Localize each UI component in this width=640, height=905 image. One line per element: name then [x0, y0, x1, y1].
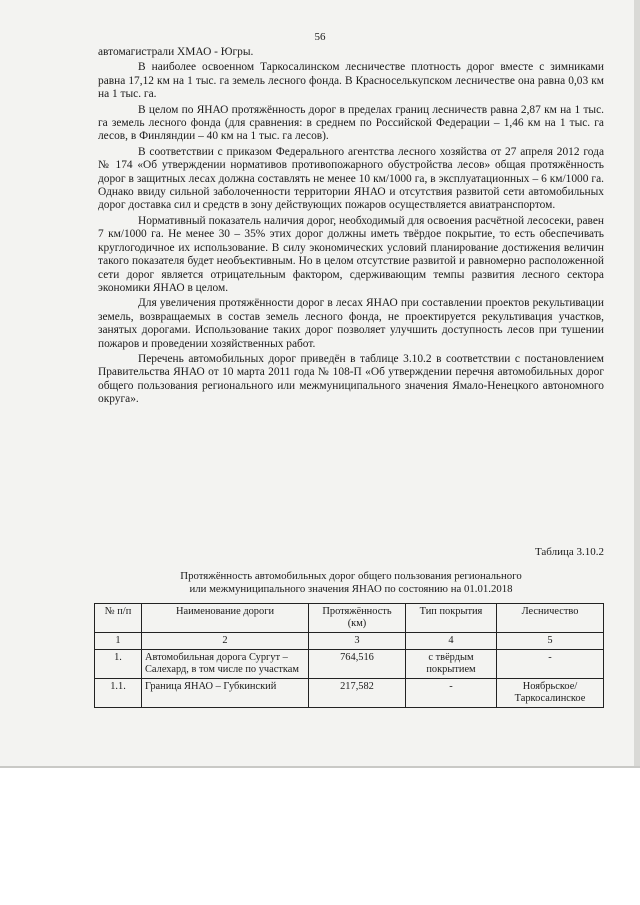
cell-forestry: - [497, 650, 604, 679]
cell-name: Автомобильная дорога Сургут – Салехард, в том числе по участкам [142, 650, 309, 679]
cell-surface: - [406, 679, 497, 708]
paragraph: В соответствии с приказом Федерального агентства лесного хозяйства от 27 апреля 2012 года № 174 «Об утверждении нормативов противопожарного обустройства лесов» общая протяжённость дорог в защитных лесах должна составлять не менее 10 км/1000 га, в эксплуатационных – 6 км/1000 га. Однако ввиду сильной заболоченности территории ЯНАО и отсутствия развитой сети автомобильных дорог доставка сил и средств в зону действующих пожаров осуществляется авиатранспортом. [98, 145, 604, 212]
index-cell: 5 [497, 633, 604, 650]
table-row [95, 679, 604, 708]
paragraph: автомагистрали ХМАО - Югры. [98, 46, 254, 58]
table-title-line: или межмуниципального значения ЯНАО по состоянию на 01.01.2018 [189, 583, 513, 595]
paragraph: В наиболее освоенном Таркосалинском лесничестве плотность дорог вместе с зимниками равна 17,12 км на 1 тыс. га земель лесного фонда. В Красноселькупском лесничестве она равна 0,03 км на 1 тыс. га. [98, 61, 604, 101]
cell-number: 1. [95, 650, 142, 679]
document-body [98, 46, 604, 409]
cell-surface: с твёрдым покрытием [406, 650, 497, 679]
paragraph: Перечень автомобильных дорог приведён в таблице 3.10.2 в соответствии с постановлением Правительства ЯНАО от 10 марта 2011 года № 108-П «Об утверждении перечня автомобильных дорог общего пользования регионального или межмуниципального значения Ямало-Ненецкого автономного округа». [98, 352, 604, 406]
paragraph: Нормативный показатель наличия дорог, необходимый для освоения расчётной лесосеки, равен 7 км/1000 га. Не менее 30 – 35% этих дорог должны иметь твёрдое покрытие, то есть обеспечивать круглогодичное их использование. В силу экономических условий планирование достижения величин такого показателя будет необъективным. Но в целом отсутствие развитой и равномерно расположенной сети дорог является отрицательным фактором, сдерживающим темпы развития лесного сектора экономики ЯНАО в целом. [98, 214, 604, 294]
table-caption: Таблица 3.10.2 [534, 546, 604, 558]
roads-table [94, 603, 604, 708]
scan-edge-divider [0, 766, 640, 768]
table-title [98, 570, 604, 596]
paragraph: Для увеличения протяжённости дорог в лесах ЯНАО при составлении проектов рекультивации земель, возвращаемых в состав земель лесного фонда, не проектируется рекультивация участков, занятых дорогами. Использование таких дорог позволяет улучшить доступность лесов при тушении пожаров и проведении хозяйственных работ. [98, 297, 604, 350]
page-number: 56 [314, 31, 326, 43]
header-cell-number: № п/п [95, 604, 142, 633]
index-cell: 1 [95, 633, 142, 650]
index-cell: 3 [309, 633, 406, 650]
table-title-line: Протяжённость автомобильных дорог общего пользования регионального [180, 570, 522, 582]
header-cell-length: Протяжённость (км) [309, 604, 406, 633]
table-header-row [95, 604, 604, 633]
index-cell: 4 [406, 633, 497, 650]
index-cell: 2 [142, 633, 309, 650]
cell-length: 764,516 [309, 650, 406, 679]
cell-number: 1.1. [95, 679, 142, 708]
table-index-row [95, 633, 604, 650]
header-cell-surface: Тип покрытия [406, 604, 497, 633]
header-cell-forestry: Лесничество [497, 604, 604, 633]
cell-length: 217,582 [309, 679, 406, 708]
cell-name: Граница ЯНАО – Губкинский [142, 679, 309, 708]
cell-forestry: Ноябрьское/ Таркосалинское [497, 679, 604, 708]
header-cell-name: Наименование дороги [142, 604, 309, 633]
paragraph: В целом по ЯНАО протяжённость дорог в пределах границ лесничеств равна 2,87 км на 1 тыс. га земель лесного фонда (для сравнения: в среднем по Российской Федерации – 1,46 км на 1 тыс. га лесов, в Финляндии – 40 км на 1 тыс. га лесов). [98, 103, 604, 143]
table-row [95, 650, 604, 679]
